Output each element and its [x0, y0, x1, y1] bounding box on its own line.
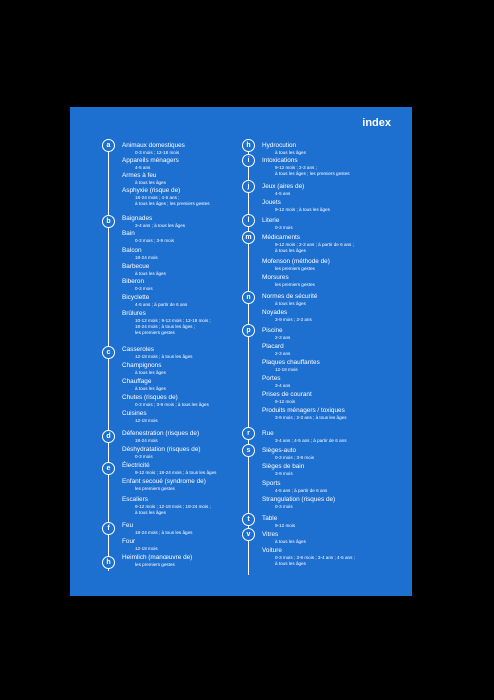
entry-name: Baignades	[122, 215, 153, 222]
entry-name: Sports	[262, 480, 281, 487]
entry-name: Animaux domestiques	[122, 142, 185, 149]
entry-detail: 9-12 mois	[275, 523, 296, 528]
entry-name: Biberon	[122, 278, 145, 285]
entry-name: Déshydratation (risques de)	[122, 446, 201, 453]
letter-marker-b: b	[102, 215, 115, 228]
entry-detail: 12-18 mois	[275, 367, 298, 372]
entry-name: Appareils ménagers	[122, 157, 179, 164]
entry-detail: 9-12 mois	[275, 399, 296, 404]
letter-marker-c: c	[102, 346, 115, 359]
entry-detail: 3-4 ans	[275, 383, 291, 388]
entry-name: Normes de sécurité	[262, 293, 318, 300]
entry-detail: 2-3 ans	[275, 335, 291, 340]
entry-detail: à tous les âges	[135, 509, 166, 515]
entry-name: Enfant secoué (syndrome de)	[122, 478, 206, 485]
letter-marker-f: f	[102, 522, 115, 535]
entry-name: Médicaments	[262, 234, 301, 241]
entry-detail: les premiers gestes	[275, 266, 315, 271]
entry-detail: 9-12 mois ; 2-3 ans ;	[275, 165, 317, 170]
entry-detail: à tous les âges	[275, 539, 306, 544]
entry-name: Produits ménagers / toxiques	[262, 407, 345, 414]
letter-marker-e: e	[102, 462, 115, 475]
entry-detail: à tous les âges	[275, 150, 306, 155]
entry-detail: 9-12 mois ; 2-3 ans ; à partir de 6 ans ;	[275, 242, 354, 247]
entry-name: Strangulation (risques de)	[262, 496, 336, 503]
entry-name: Placard	[262, 343, 284, 350]
entry-detail: 12-18 mois	[135, 418, 158, 423]
entry-detail: 3-4 ans ; 4-5 ans ; à partir de 6 ans	[275, 438, 347, 443]
letter-marker-h: h	[102, 556, 115, 569]
letter-marker-v: v	[242, 528, 255, 541]
entry-name: Chauffage	[122, 378, 152, 385]
letter-marker-p: p	[242, 324, 255, 337]
entry-name: Armes à feu	[122, 172, 157, 179]
letter-marker-m: m	[242, 231, 255, 244]
entry-name: Piscine	[262, 327, 283, 334]
entry-name: Rue	[262, 430, 274, 437]
entry-detail: 18-24 mois ; 4-5 ans ;	[135, 195, 180, 200]
entry-detail: 18-24 mois ; à tous les âges ;	[135, 323, 196, 329]
entry-detail: 9-12 mois ; 12-18 mois ; 18-24 mois ;	[135, 504, 211, 509]
entry-detail: les premiers gestes	[275, 282, 315, 287]
entry-name: Sièges-auto	[262, 447, 297, 454]
letter-marker-l: l	[242, 214, 255, 227]
entry-name: Table	[262, 515, 278, 522]
letter-marker-d: d	[102, 430, 115, 443]
entry-detail: 9-12 mois ; à tous les âges	[275, 207, 330, 212]
entry-detail: 3-4 ans ; à tous les âges	[135, 223, 186, 228]
entry-name: Casseroles	[122, 346, 154, 353]
entry-detail: les premiers gestes	[135, 562, 175, 567]
entry-detail: 4-5 ans	[135, 165, 151, 170]
entry-name: Four	[122, 538, 136, 545]
entry-detail: à tous les âges	[135, 180, 166, 185]
entry-detail: à tous les âges	[275, 247, 306, 253]
entry-name: Jouets	[262, 199, 281, 206]
letter-marker-h: h	[242, 139, 255, 152]
timeline-rail	[248, 145, 249, 575]
entry-name: Champignons	[122, 362, 162, 369]
entry-detail: 0-3 mois ; 3-9 mois ; à tous les âges	[135, 402, 209, 407]
entry-detail: à tous les âges	[275, 301, 306, 306]
entry-name: Bicyclette	[122, 294, 150, 301]
entry-detail: 18-24 mois ; à tous les âges	[135, 530, 193, 535]
entry-name: Intoxications	[262, 157, 298, 164]
entry-detail: 0-3 mois	[275, 504, 293, 509]
entry-detail: à tous les âges	[135, 271, 166, 276]
entry-name: Escaliers	[122, 496, 148, 503]
letter-marker-t: t	[242, 513, 255, 526]
letter-marker-j: j	[242, 180, 255, 193]
entry-detail: 4-5 ans ; à partir de 6 ans	[135, 302, 188, 307]
entry-name: Bain	[122, 230, 135, 237]
entry-name: Feu	[122, 522, 134, 529]
entry-name: Asphyxie (risque de)	[122, 187, 181, 194]
entry-detail: 3-9 mois	[275, 471, 293, 476]
entry-name: Barbecue	[122, 263, 150, 270]
entry-detail: à tous les âges	[135, 386, 166, 391]
letter-marker-r: r	[242, 427, 255, 440]
entry-detail: 0-3 mois ; 3-9 mois ; 3-4 ans ; 4-5 ans ;	[275, 555, 355, 560]
entry-name: Morsures	[262, 274, 289, 281]
entry-detail: 0-3 mois ; 3-9 mois	[135, 238, 175, 243]
entry-detail: 10-12 mois ; 9-12 mois ; 12-18 mois ;	[135, 318, 211, 323]
entry-name: Heimlich (manœuvre de)	[122, 554, 193, 561]
entry-detail: à tous les âges	[275, 560, 306, 566]
entry-detail: 0-3 mois ; 3-9 mois	[275, 455, 315, 460]
letter-marker-n: n	[242, 291, 255, 304]
entry-detail: 0-3 mois ; 12-18 mois	[135, 150, 180, 155]
letter-marker-s: s	[242, 444, 255, 457]
entry-detail: 9-12 mois ; 18-24 mois ; à tous les âges	[135, 470, 217, 475]
entry-detail: les premiers gestes	[135, 329, 175, 335]
entry-name: Sièges de bain	[262, 463, 305, 470]
letter-marker-a: a	[102, 139, 115, 152]
entry-name: Balcon	[122, 247, 142, 254]
entry-name: Plaques chauffantes	[262, 359, 320, 366]
entry-name: Chutes (risques de)	[122, 394, 178, 401]
entry-name: Voiture	[262, 547, 282, 554]
entry-detail: 0-3 mois	[275, 225, 293, 230]
entry-detail: 0-3 mois	[135, 286, 153, 291]
entry-detail: à tous les âges ; les premiers gestes	[275, 170, 350, 176]
entry-detail: à tous les âges	[135, 370, 166, 375]
index-page	[70, 107, 412, 596]
entry-name: Mofenson (méthode de)	[262, 258, 330, 265]
entry-name: Literie	[262, 217, 280, 224]
entry-detail: 12-18 mois ; à tous les âges	[135, 354, 193, 359]
entry-detail: 2-3 ans	[275, 351, 291, 356]
entry-name: Jeux (aires de)	[262, 183, 305, 190]
entry-name: Noyades	[262, 309, 288, 316]
entry-name: Brûlures	[122, 310, 146, 317]
entry-detail: 0-3 mois	[135, 454, 153, 459]
entry-detail: 3-9 mois ; 2-3 ans	[275, 317, 312, 322]
entry-detail: 18-24 mois	[135, 438, 158, 443]
entry-name: Cuisines	[122, 410, 147, 417]
entry-detail: 3-9 mois ; 2-3 ans ; à tous les âges	[275, 415, 347, 420]
entry-detail: 18-24 mois	[135, 255, 158, 260]
entry-name: Défenestration (risques de)	[122, 430, 200, 437]
entry-name: Prises de courant	[262, 391, 312, 398]
letter-marker-i: i	[242, 154, 255, 167]
entry-detail: 4-5 ans ; à partir de 6 ans	[275, 488, 328, 493]
entry-detail: les premiers gestes	[135, 486, 175, 491]
page-title: index	[362, 117, 391, 129]
entry-detail: à tous les âges ; les premiers gestes	[135, 200, 210, 206]
entry-name: Vitres	[262, 531, 279, 538]
entry-name: Portes	[262, 375, 281, 382]
entry-detail: 4-5 ans	[275, 191, 291, 196]
entry-name: Électricité	[122, 462, 150, 469]
entry-detail: 12-18 mois	[135, 546, 158, 551]
entry-name: Hydrocution	[262, 142, 297, 149]
